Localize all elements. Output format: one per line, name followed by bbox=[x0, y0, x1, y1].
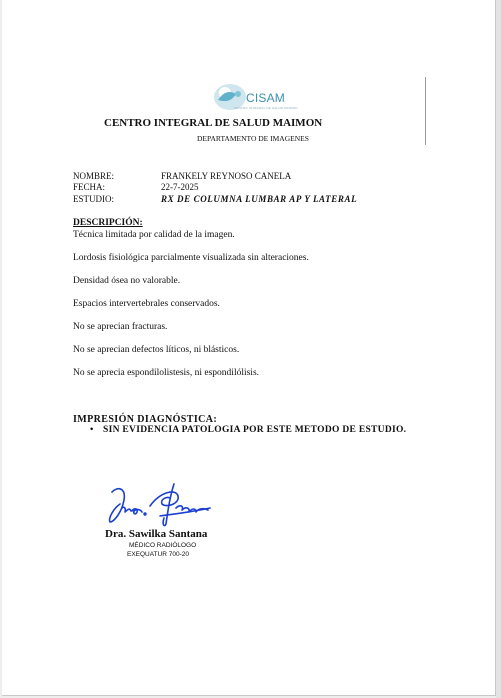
description-line: No se aprecian defectos líticos, ni blásticos. bbox=[73, 345, 240, 355]
impression-item bbox=[90, 425, 406, 435]
description-title: DESCRIPCIÓN: bbox=[73, 218, 143, 228]
description-line: Lordosis fisiológica parcialmente visualizada sin alteraciones. bbox=[73, 253, 309, 263]
doctor-exequatur: EXEQUATUR 700-20 bbox=[127, 551, 190, 558]
name-label: NOMBRE: bbox=[73, 171, 115, 181]
study-label: ESTUDIO: bbox=[73, 194, 114, 204]
description-line: No se aprecia espondilolistesis, ni espondilólisis. bbox=[73, 368, 260, 378]
doctor-name: Dra. Sawilka Santana bbox=[105, 528, 208, 540]
doctor-signature bbox=[104, 478, 216, 528]
logo-text: CISAM bbox=[246, 91, 286, 105]
description-line: No se aprecian fracturas. bbox=[73, 322, 168, 332]
study-value: RX DE COLUMNA LUMBAR AP Y LATERAL bbox=[161, 194, 358, 204]
date-label: FECHA: bbox=[73, 182, 106, 192]
impression-title: IMPRESIÓN DIAGNÓSTICA: bbox=[73, 414, 218, 425]
doctor-role: MÉDICO RADIÓLOGO bbox=[129, 542, 197, 549]
center-title: CENTRO INTEGRAL DE SALUD MAIMON bbox=[104, 117, 323, 129]
date-value: 22-7-2025 bbox=[161, 182, 199, 192]
logo-subtext: CENTRO INTEGRAL DE SALUD MAIMON bbox=[234, 106, 298, 110]
bullet-icon: • bbox=[90, 425, 94, 435]
name-value: FRANKELY REYNOSO CANELA bbox=[161, 171, 292, 181]
impression-text: SIN EVIDENCIA PATOLOGIA POR ESTE METODO DE ESTUDIO. bbox=[103, 425, 407, 435]
report-page bbox=[2, 0, 496, 696]
description-line: Espacios intervertebrales conservados. bbox=[73, 299, 220, 309]
description-line: Densidad ósea no valorable. bbox=[73, 276, 181, 286]
header-divider bbox=[425, 77, 426, 145]
description-line: Técnica limitada por calidad de la imagen. bbox=[73, 230, 235, 240]
viewer-edge bbox=[496, 0, 501, 698]
department-title: DEPARTAMENTO DE IMAGENES bbox=[197, 134, 309, 143]
